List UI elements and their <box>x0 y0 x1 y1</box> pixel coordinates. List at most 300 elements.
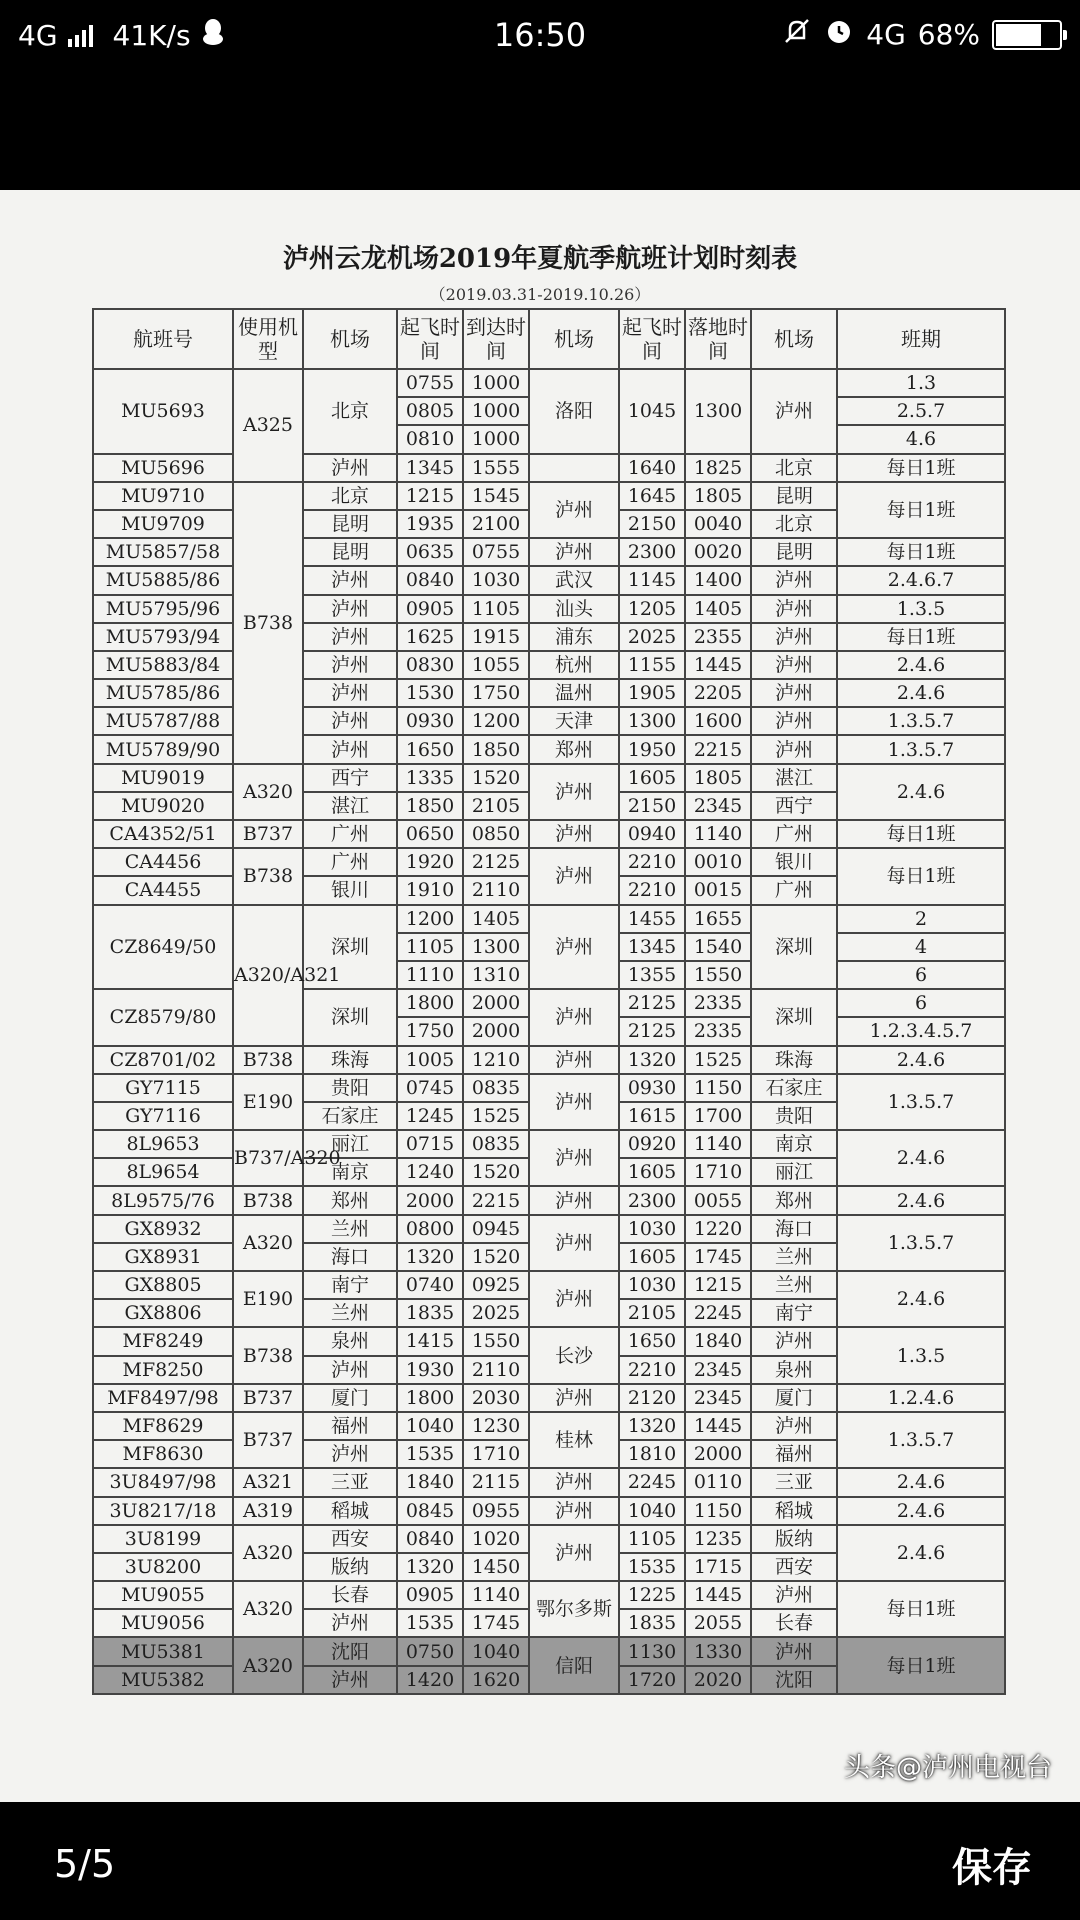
table-cell: 1800 <box>397 1384 463 1412</box>
table-cell: 0920 <box>619 1130 685 1158</box>
table-cell: MU9709 <box>93 510 233 538</box>
table-cell: 沈阳 <box>751 1666 837 1694</box>
table-cell: 每日1班 <box>837 1581 1005 1637</box>
table-cell: 1030 <box>619 1271 685 1299</box>
page-counter: 5/5 <box>54 1842 116 1886</box>
table-cell: MU9055 <box>93 1581 233 1609</box>
table-cell: 2.4.6 <box>837 1271 1005 1327</box>
table-row <box>93 1637 1005 1665</box>
table-cell: 北京 <box>751 510 837 538</box>
table-cell: 泸州 <box>303 1609 397 1637</box>
table-cell: 泸州 <box>751 1581 837 1609</box>
table-row <box>93 1497 1005 1525</box>
table-cell: 1840 <box>685 1327 751 1355</box>
table-cell: 0840 <box>397 1525 463 1553</box>
table-cell: 珠海 <box>751 1046 837 1074</box>
table-cell: 1620 <box>463 1666 529 1694</box>
table-cell: 泸州 <box>529 1074 619 1130</box>
table-cell: 1320 <box>619 1412 685 1440</box>
table-cell: 每日1班 <box>837 482 1005 538</box>
table-cell: 1825 <box>685 454 751 482</box>
table-cell: 6 <box>837 989 1005 1017</box>
document-title: 泸州云龙机场2019年夏航季航班计划时刻表 <box>282 244 798 274</box>
table-cell: 1520 <box>463 764 529 792</box>
table-cell: 0745 <box>397 1074 463 1102</box>
table-cell: 0805 <box>397 397 463 425</box>
table-cell: 泸州 <box>529 1497 619 1525</box>
table-cell: 1905 <box>619 679 685 707</box>
table-cell: 1720 <box>619 1666 685 1694</box>
table-cell: 2150 <box>619 792 685 820</box>
table-cell: 泸州 <box>529 1046 619 1074</box>
table-cell: 0110 <box>685 1468 751 1496</box>
table-cell: 郑州 <box>751 1186 837 1214</box>
table-cell: MF8249 <box>93 1327 233 1355</box>
table-cell: 每日1班 <box>837 538 1005 566</box>
table-cell: 1.3.5.7 <box>837 1215 1005 1271</box>
table-cell: 深圳 <box>303 905 397 990</box>
table-cell: 1105 <box>397 933 463 961</box>
table-cell: 0015 <box>685 876 751 904</box>
table-cell: 广州 <box>303 820 397 848</box>
table-cell: 1.3 <box>837 369 1005 397</box>
table-cell: MU5789/90 <box>93 735 233 763</box>
table-cell: A319 <box>233 1497 303 1525</box>
table-cell: 长春 <box>751 1609 837 1637</box>
table-cell: 1000 <box>463 369 529 397</box>
table-row <box>93 369 1005 397</box>
table-cell: 2345 <box>685 1384 751 1412</box>
table-cell: MU5857/58 <box>93 538 233 566</box>
table-cell: 武汉 <box>529 566 619 594</box>
table-cell: 西宁 <box>303 764 397 792</box>
table-cell: 1850 <box>397 792 463 820</box>
table-cell: GX8806 <box>93 1299 233 1327</box>
table-cell: 泸州 <box>751 707 837 735</box>
table-cell: 1550 <box>463 1327 529 1355</box>
table-cell: 2110 <box>463 1356 529 1384</box>
table-cell: 1320 <box>397 1553 463 1581</box>
schedule-table <box>92 308 1006 1695</box>
table-cell: 1345 <box>619 933 685 961</box>
table-cell: 0940 <box>619 820 685 848</box>
table-cell: 1915 <box>463 623 529 651</box>
table-cell: 1320 <box>397 1243 463 1271</box>
table-cell: 1045 <box>619 369 685 454</box>
table-row <box>93 707 1005 735</box>
table-cell: 1930 <box>397 1356 463 1384</box>
table-cell: 泸州 <box>751 595 837 623</box>
table-cell: 泸州 <box>529 764 619 820</box>
table-cell: 西安 <box>303 1525 397 1553</box>
table-cell: CZ8701/02 <box>93 1046 233 1074</box>
table-cell: 版纳 <box>303 1553 397 1581</box>
table-cell: 三亚 <box>751 1468 837 1496</box>
table-row <box>93 623 1005 651</box>
table-cell: 泸州 <box>529 820 619 848</box>
table-cell: MU5885/86 <box>93 566 233 594</box>
table-cell: 0835 <box>463 1074 529 1102</box>
table-cell: 0840 <box>397 566 463 594</box>
table-cell: GX8931 <box>93 1243 233 1271</box>
table-cell: 泉州 <box>303 1327 397 1355</box>
table-cell: 1710 <box>685 1158 751 1186</box>
table-cell: 1715 <box>685 1553 751 1581</box>
table-cell: 泸州 <box>303 566 397 594</box>
table-cell: 1835 <box>397 1299 463 1327</box>
table-cell: 1445 <box>685 1412 751 1440</box>
table-cell: MU5382 <box>93 1666 233 1694</box>
table-cell: 4.6 <box>837 425 1005 453</box>
table-cell: 1850 <box>463 735 529 763</box>
table-cell: 1530 <box>397 679 463 707</box>
table-cell: 1020 <box>463 1525 529 1553</box>
network-type: 4G <box>18 19 58 52</box>
table-cell: 1640 <box>619 454 685 482</box>
table-cell: E190 <box>233 1271 303 1327</box>
table-cell: 1335 <box>397 764 463 792</box>
table-cell: 1040 <box>463 1637 529 1665</box>
table-cell: 北京 <box>303 369 397 454</box>
table-cell: 泸州 <box>529 1186 619 1214</box>
table-header-row <box>93 309 1005 369</box>
table-cell: 泸州 <box>303 1440 397 1468</box>
status-bar <box>0 0 1080 72</box>
table-cell: A320 <box>233 1637 303 1693</box>
table-cell: 南宁 <box>303 1271 397 1299</box>
table-cell: B737 <box>233 820 303 848</box>
table-cell: 1210 <box>463 1046 529 1074</box>
table-cell: 0055 <box>685 1186 751 1214</box>
table-cell: 2210 <box>619 1356 685 1384</box>
table-cell: 信阳 <box>529 1637 619 1693</box>
battery-percent: 68% <box>917 18 980 51</box>
table-cell: A320 <box>233 1215 303 1271</box>
table-cell: MU9020 <box>93 792 233 820</box>
table-row <box>93 1130 1005 1158</box>
table-cell: 泸州 <box>303 735 397 763</box>
table-cell: 昆明 <box>303 538 397 566</box>
table-cell: 1910 <box>397 876 463 904</box>
table-cell: 1525 <box>685 1046 751 1074</box>
table-row <box>93 848 1005 876</box>
table-cell: 1405 <box>685 595 751 623</box>
table-cell: 0650 <box>397 820 463 848</box>
table-cell: 1040 <box>619 1497 685 1525</box>
table-cell: 1600 <box>685 707 751 735</box>
table-cell: 泸州 <box>303 595 397 623</box>
table-row <box>93 1186 1005 1214</box>
table-cell: 1745 <box>463 1609 529 1637</box>
table-cell: 泸州 <box>751 1637 837 1665</box>
table-cell: 泸州 <box>529 1215 619 1271</box>
table-cell: 1105 <box>463 595 529 623</box>
table-cell: MU5696 <box>93 454 233 482</box>
table-cell: 2355 <box>685 623 751 651</box>
table-cell: 1750 <box>397 1017 463 1045</box>
table-cell: CA4352/51 <box>93 820 233 848</box>
table-cell: 鄂尔多斯 <box>529 1581 619 1637</box>
table-cell: B737 <box>233 1384 303 1412</box>
table-cell: 2055 <box>685 1609 751 1637</box>
table-cell: 0750 <box>397 1637 463 1665</box>
table-cell: 贵阳 <box>303 1074 397 1102</box>
table-cell: 1.3.5.7 <box>837 1074 1005 1130</box>
table-cell: MU9056 <box>93 1609 233 1637</box>
table-cell: 浦东 <box>529 623 619 651</box>
table-cell: CA4455 <box>93 876 233 904</box>
table-cell: 2150 <box>619 510 685 538</box>
table-cell: B738 <box>233 848 303 904</box>
table-cell: E190 <box>233 1074 303 1130</box>
table-cell: 泸州 <box>529 905 619 990</box>
table-cell: 2105 <box>619 1299 685 1327</box>
table-cell: MU9710 <box>93 482 233 510</box>
table-cell: 1550 <box>685 961 751 989</box>
table-cell: 8L9654 <box>93 1158 233 1186</box>
table-cell: MU5787/88 <box>93 707 233 735</box>
table-cell: 4 <box>837 933 1005 961</box>
table-cell: 广州 <box>303 848 397 876</box>
table-cell: 1320 <box>619 1046 685 1074</box>
table-cell: 泸州 <box>751 566 837 594</box>
table-cell: 广州 <box>751 820 837 848</box>
table-cell: 2210 <box>619 876 685 904</box>
battery-icon <box>992 20 1062 50</box>
table-cell: 0850 <box>463 820 529 848</box>
table-cell: 1555 <box>463 454 529 482</box>
table-cell: 泸州 <box>529 1525 619 1581</box>
table-cell: 泸州 <box>303 1356 397 1384</box>
table-row <box>93 595 1005 623</box>
table-cell: 昆明 <box>303 510 397 538</box>
table-cell: 1800 <box>397 989 463 1017</box>
table-cell: 1345 <box>397 454 463 482</box>
table-cell: 3U8217/18 <box>93 1497 233 1525</box>
table-cell: 珠海 <box>303 1046 397 1074</box>
status-right <box>782 16 1062 53</box>
table-cell: 广州 <box>751 876 837 904</box>
table-cell: MF8629 <box>93 1412 233 1440</box>
table-cell: 2 <box>837 905 1005 933</box>
table-cell: 1645 <box>619 482 685 510</box>
table-cell: 泸州 <box>529 989 619 1045</box>
table-cell: 泸州 <box>529 1130 619 1186</box>
table-cell: MU5693 <box>93 369 233 454</box>
table-cell: 1420 <box>397 1666 463 1694</box>
table-cell: 1535 <box>397 1609 463 1637</box>
table-cell: 2120 <box>619 1384 685 1412</box>
table-cell: 1005 <box>397 1046 463 1074</box>
table-cell: MU9019 <box>93 764 233 792</box>
table-cell: 2.4.6 <box>837 1046 1005 1074</box>
table-cell: MF8250 <box>93 1356 233 1384</box>
table-cell: 1225 <box>619 1581 685 1609</box>
table-row <box>93 1074 1005 1102</box>
table-cell: 2030 <box>463 1384 529 1412</box>
table-cell: 0635 <box>397 538 463 566</box>
table-cell: 福州 <box>303 1412 397 1440</box>
table-cell: 2000 <box>397 1186 463 1214</box>
table-cell: 泸州 <box>529 848 619 904</box>
table-cell: 3U8200 <box>93 1553 233 1581</box>
table-cell: 昆明 <box>751 538 837 566</box>
table-row <box>93 1581 1005 1609</box>
mute-icon <box>782 16 812 53</box>
table-cell: 2020 <box>685 1666 751 1694</box>
table-row <box>93 820 1005 848</box>
table-row <box>93 735 1005 763</box>
table-cell: 0945 <box>463 1215 529 1243</box>
table-cell: 每日1班 <box>837 1637 1005 1693</box>
table-cell: B738 <box>233 482 303 764</box>
table-row <box>93 566 1005 594</box>
table-cell: GX8805 <box>93 1271 233 1299</box>
table-cell: 每日1班 <box>837 820 1005 848</box>
table-cell: 1415 <box>397 1327 463 1355</box>
table-cell: 泸州 <box>529 1384 619 1412</box>
table-cell: 南宁 <box>751 1299 837 1327</box>
table-cell: 天津 <box>529 707 619 735</box>
table-cell: 1230 <box>463 1412 529 1440</box>
table-cell: 1625 <box>397 623 463 651</box>
table-cell: 1520 <box>463 1158 529 1186</box>
table-cell: 1235 <box>685 1525 751 1553</box>
table-cell: 洛阳 <box>529 369 619 454</box>
table-cell: 深圳 <box>303 989 397 1045</box>
clock: 16:50 <box>493 16 587 54</box>
table-cell: 温州 <box>529 679 619 707</box>
table-cell: 1445 <box>685 1581 751 1609</box>
table-cell: 0810 <box>397 425 463 453</box>
table-cell: 泸州 <box>303 1666 397 1694</box>
table-cell: 1455 <box>619 905 685 933</box>
table-cell: 1.3.5.7 <box>837 707 1005 735</box>
table-cell: 2.4.6 <box>837 1525 1005 1581</box>
table-cell: 1.3.5.7 <box>837 735 1005 763</box>
table-cell: 0925 <box>463 1271 529 1299</box>
table-cell: 1.3.5 <box>837 595 1005 623</box>
table-cell: 银川 <box>751 848 837 876</box>
table-cell: 0955 <box>463 1497 529 1525</box>
table-cell: 0755 <box>397 369 463 397</box>
table-cell: 每日1班 <box>837 848 1005 904</box>
table-cell: 2125 <box>619 989 685 1017</box>
network-speed: 41K/s <box>112 19 191 52</box>
table-cell: 0845 <box>397 1497 463 1525</box>
table-cell: 厦门 <box>751 1384 837 1412</box>
table-cell: 2000 <box>463 989 529 1017</box>
table-cell: 泸州 <box>303 679 397 707</box>
table-cell: 昆明 <box>751 482 837 510</box>
table-cell: 每日1班 <box>837 623 1005 651</box>
table-cell: 丽江 <box>751 1158 837 1186</box>
table-cell: 1300 <box>619 707 685 735</box>
table-cell: 厦门 <box>303 1384 397 1412</box>
table-cell: 2.5.7 <box>837 397 1005 425</box>
table-cell: B738 <box>233 1186 303 1214</box>
table-cell: MF8630 <box>93 1440 233 1468</box>
table-cell: 2125 <box>619 1017 685 1045</box>
table-cell: 泸州 <box>529 538 619 566</box>
table-cell: 0010 <box>685 848 751 876</box>
table-cell: 1650 <box>397 735 463 763</box>
table-cell: 1245 <box>397 1102 463 1130</box>
table-cell: 1200 <box>397 905 463 933</box>
table-cell: 1655 <box>685 905 751 933</box>
table-cell: 1200 <box>463 707 529 735</box>
table-cell: 2215 <box>463 1186 529 1214</box>
table-cell: 长春 <box>303 1581 397 1609</box>
table-cell: 郑州 <box>529 735 619 763</box>
table-cell: 泸州 <box>529 1271 619 1327</box>
table-cell: 泸州 <box>751 1327 837 1355</box>
table-cell: 泸州 <box>303 623 397 651</box>
table-cell: 0930 <box>397 707 463 735</box>
table-cell: 深圳 <box>751 905 837 990</box>
table-row <box>93 989 1005 1017</box>
table-cell: 2100 <box>463 510 529 538</box>
table-cell: 贵阳 <box>751 1102 837 1130</box>
table-cell: 海口 <box>303 1243 397 1271</box>
table-cell: 2300 <box>619 538 685 566</box>
table-cell: 3U8199 <box>93 1525 233 1553</box>
table-cell: MU5381 <box>93 1637 233 1665</box>
table-cell: 郑州 <box>303 1186 397 1214</box>
table-row <box>93 1271 1005 1299</box>
table-cell: A320 <box>233 1581 303 1637</box>
table-cell: MF8497/98 <box>93 1384 233 1412</box>
table-cell: 0830 <box>397 651 463 679</box>
table-cell: 长沙 <box>529 1327 619 1383</box>
table-cell: 1205 <box>619 595 685 623</box>
column-header: 机场 <box>751 309 837 369</box>
table-cell: 1535 <box>397 1440 463 1468</box>
document-subtitle: （2019.03.31-2019.10.26） <box>429 285 651 304</box>
table-row <box>93 1215 1005 1243</box>
table-cell: 1000 <box>463 397 529 425</box>
table-cell: 0905 <box>397 1581 463 1609</box>
table-cell: 2.4.6 <box>837 651 1005 679</box>
table-cell: 1215 <box>685 1271 751 1299</box>
table-cell: 泸州 <box>751 679 837 707</box>
table-cell: 1.3.5 <box>837 1327 1005 1383</box>
column-header: 机场 <box>529 309 619 369</box>
table-cell: 石家庄 <box>303 1102 397 1130</box>
table-cell: A320/A321 <box>233 905 303 1046</box>
table-cell: 1450 <box>463 1553 529 1581</box>
column-header: 起飞时间 <box>397 309 463 369</box>
table-cell: 0715 <box>397 1130 463 1158</box>
table-cell: 西安 <box>751 1553 837 1581</box>
table-cell: 2210 <box>619 848 685 876</box>
alarm-icon <box>824 16 854 53</box>
table-cell: CZ8579/80 <box>93 989 233 1045</box>
table-cell: CZ8649/50 <box>93 905 233 990</box>
table-cell: 1150 <box>685 1497 751 1525</box>
table-cell: 稻城 <box>303 1497 397 1525</box>
column-header: 落地时间 <box>685 309 751 369</box>
table-row <box>93 1384 1005 1412</box>
table-cell: 1240 <box>397 1158 463 1186</box>
save-button[interactable]: 保存 <box>952 1844 1032 1891</box>
table-cell: 1355 <box>619 961 685 989</box>
table-cell: CA4456 <box>93 848 233 876</box>
table-cell: 1935 <box>397 510 463 538</box>
table-cell: 1000 <box>463 425 529 453</box>
table-cell: 1405 <box>463 905 529 933</box>
table-row <box>93 651 1005 679</box>
